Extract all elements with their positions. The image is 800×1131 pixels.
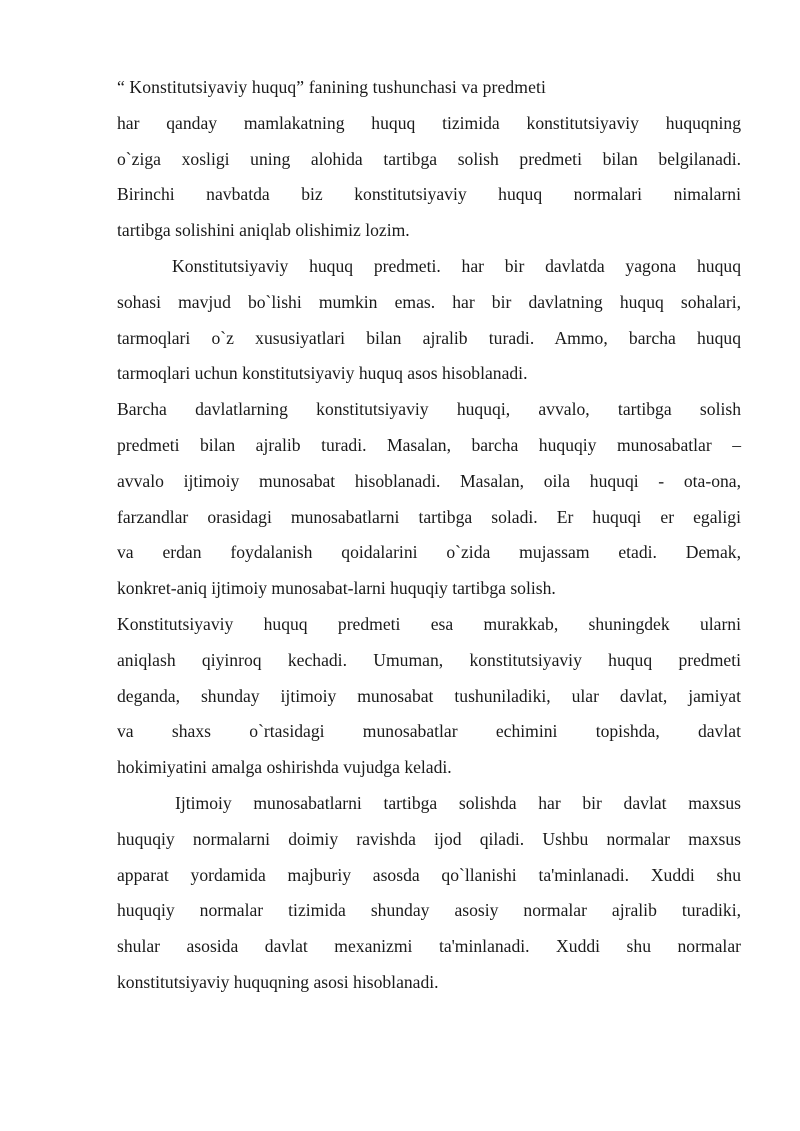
document-page <box>117 70 741 1001</box>
paragraph-line: tarmoqlari uchun konstitutsiyaviy huquq asos hisoblanadi. <box>117 363 528 384</box>
paragraph-line: shular asosida davlat mexanizmi ta'minlanadi. Xuddi shu normalar <box>117 936 741 957</box>
paragraph-line: va erdan foydalanish qoidalarini o`zida mujassam etadi. Demak, <box>117 542 741 563</box>
paragraph-4 <box>117 607 741 786</box>
paragraph-line: Birinchi navbatda biz konstitutsiyaviy huquq normalari nimalarni <box>117 184 741 205</box>
paragraph-line: avvalo ijtimoiy munosabat hisoblanadi. Masalan, oila huquqi - ota-ona, <box>117 470 741 491</box>
paragraph-line: farzandlar orasidagi munosabatlarni tartibga soladi. Er huquqi er egaligi <box>117 506 741 527</box>
paragraph-line: Ijtimoiy munosabatlarni tartibga solishda har bir davlat maxsus <box>175 792 741 813</box>
paragraph-line: tarmoqlari o`z xususiyatlari bilan ajralib turadi. Ammo, barcha huquq <box>117 327 741 348</box>
paragraph-line: tartibga solishini aniqlab olishimiz lozim. <box>117 220 410 241</box>
paragraph-line: aniqlash qiyinroq kechadi. Umuman, konstitutsiyaviy huquq predmeti <box>117 649 741 670</box>
paragraph-1 <box>117 106 741 249</box>
paragraph-line: o`ziga xosligi uning alohida tartibga solish predmeti bilan belgilanadi. <box>117 148 741 169</box>
paragraph-line: sohasi mavjud bo`lishi mumkin emas. har bir davlatning huquq sohalari, <box>117 291 741 312</box>
paragraph-line: huquqiy normalarni doimiy ravishda ijod qiladi. Ushbu normalar maxsus <box>117 828 741 849</box>
paragraph-5 <box>117 786 741 1001</box>
paragraph-line: har qanday mamlakatning huquq tizimida konstitutsiyaviy huquqning <box>117 112 741 133</box>
paragraph-line: predmeti bilan ajralib turadi. Masalan, barcha huquqiy munosabatlar – <box>117 434 741 455</box>
paragraph-line: konkret-aniq ijtimoiy munosabat-larni huquqiy tartibga solish. <box>117 578 556 599</box>
paragraph-line: konstitutsiyaviy huquqning asosi hisoblanadi. <box>117 971 439 992</box>
document-title: “ Konstitutsiyaviy huquq” fanining tushunchasi va predmeti <box>117 77 546 97</box>
paragraph-line: Barcha davlatlarning konstitutsiyaviy huquqi, avvalo, tartibga solish <box>117 399 741 420</box>
paragraph-2 <box>117 249 741 392</box>
paragraph-line: deganda, shunday ijtimoiy munosabat tushuniladiki, ular davlat, jamiyat <box>117 685 741 706</box>
paragraph-line: apparat yordamida majburiy asosda qo`llanishi ta'minlanadi. Xuddi shu <box>117 864 741 885</box>
paragraph-line: Konstitutsiyaviy huquq predmeti. har bir davlatda yagona huquq <box>172 255 741 276</box>
paragraph-line: Konstitutsiyaviy huquq predmeti esa murakkab, shuningdek ularni <box>117 613 741 634</box>
paragraph-line: huquqiy normalar tizimida shunday asosiy normalar ajralib turadiki, <box>117 900 741 921</box>
paragraph-3 <box>117 392 741 607</box>
paragraph-line: hokimiyatini amalga oshirishda vujudga keladi. <box>117 757 452 778</box>
paragraph-line: va shaxs o`rtasidagi munosabatlar echimini topishda, davlat <box>117 721 741 742</box>
